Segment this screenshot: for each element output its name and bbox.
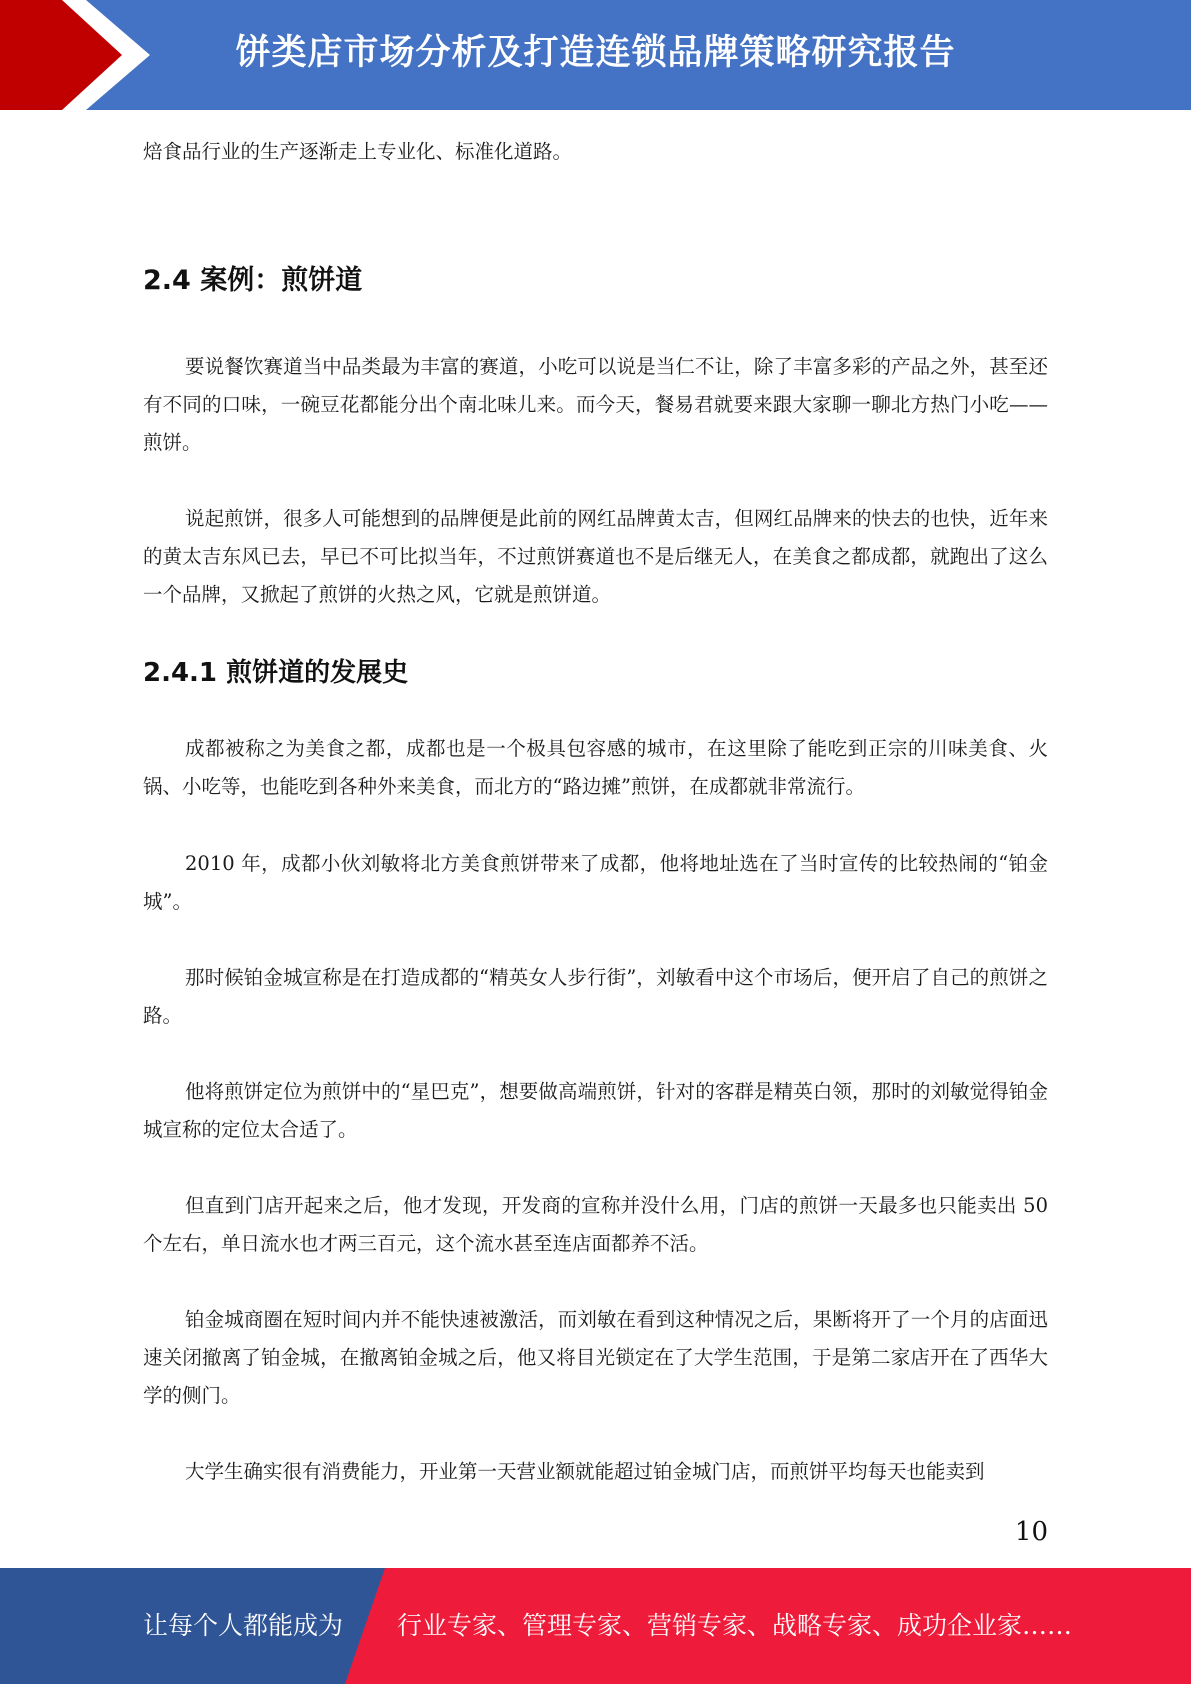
header-arrow-decoration: [0, 0, 150, 110]
paragraph: 但直到门店开起来之后，他才发现，开发商的宣称并没什么用，门店的煎饼一天最多也只能卖出 50 个左右，单日流水也才两三百元，这个流水甚至连店面都养不活。: [143, 1194, 1048, 1255]
paragraph: 成都被称之为美食之都，成都也是一个极具包容感的城市，在这里除了能吃到正宗的川味美食、火锅、小吃等，也能吃到各种外来美食，而北方的“路边摊”煎饼，在成都就非常流行。: [143, 737, 1048, 798]
paragraph: 铂金城商圈在短时间内并不能快速被激活，而刘敏在看到这种情况之后，果断将开了一个月的店面迅速关闭撤离了铂金城，在撤离铂金城之后，他又将目光锁定在了大学生范围，于是第二家店开在了西华大学的侧门。: [143, 1308, 1048, 1407]
paragraph: 2010 年，成都小伙刘敏将北方美食煎饼带来了成都，他将地址选在了当时宣传的比较热闹的“铂金城”。: [143, 852, 1048, 913]
section-heading-2-4-1: 2.4.1 煎饼道的发展史: [143, 658, 409, 688]
section-heading-2-4: 2.4 案例：煎饼道: [143, 265, 363, 296]
document-title: 饼类店市场分析及打造连锁品牌策略研究报告: [235, 33, 956, 73]
paragraph: 说起煎饼，很多人可能想到的品牌便是此前的网红品牌黄太吉，但网红品牌来的快去的也快，近年来的黄太吉东风已去，早已不可比拟当年，不过煎饼赛道也不是后继无人，在美食之都成都，就跑出了这么一个品牌，又掀起了煎饼的火热之风，它就是煎饼道。: [143, 507, 1048, 606]
footer-slogan-left: 让每个人都能成为: [143, 1611, 344, 1640]
paragraph: 要说餐饮赛道当中品类最为丰富的赛道，小吃可以说是当仁不让，除了丰富多彩的产品之外，甚至还有不同的口味，一碗豆花都能分出个南北味儿来。而今天，餐易君就要来跟大家聊一聊北方热门小吃——煎饼。: [143, 355, 1048, 454]
page-number: 10: [1014, 1517, 1048, 1547]
paragraph: 他将煎饼定位为煎饼中的“星巴克”，想要做高端煎饼，针对的客群是精英白领，那时的刘敏觉得铂金城宣称的定位太合适了。: [143, 1080, 1048, 1141]
footer-slogan-right: 行业专家、管理专家、营销专家、战略专家、成功企业家……: [397, 1611, 1073, 1640]
paragraph: 那时候铂金城宣称是在打造成都的“精英女人步行街”，刘敏看中这个市场后，便开启了自己的煎饼之路。: [143, 966, 1048, 1027]
paragraph: 大学生确实很有消费能力，开业第一天营业额就能超过铂金城门店，而煎饼平均每天也能卖到: [185, 1460, 985, 1483]
intro-line: 焙食品行业的生产逐渐走上专业化、标准化道路。: [143, 140, 573, 163]
page-footer: [0, 1568, 1191, 1684]
page-header: [0, 0, 1191, 110]
